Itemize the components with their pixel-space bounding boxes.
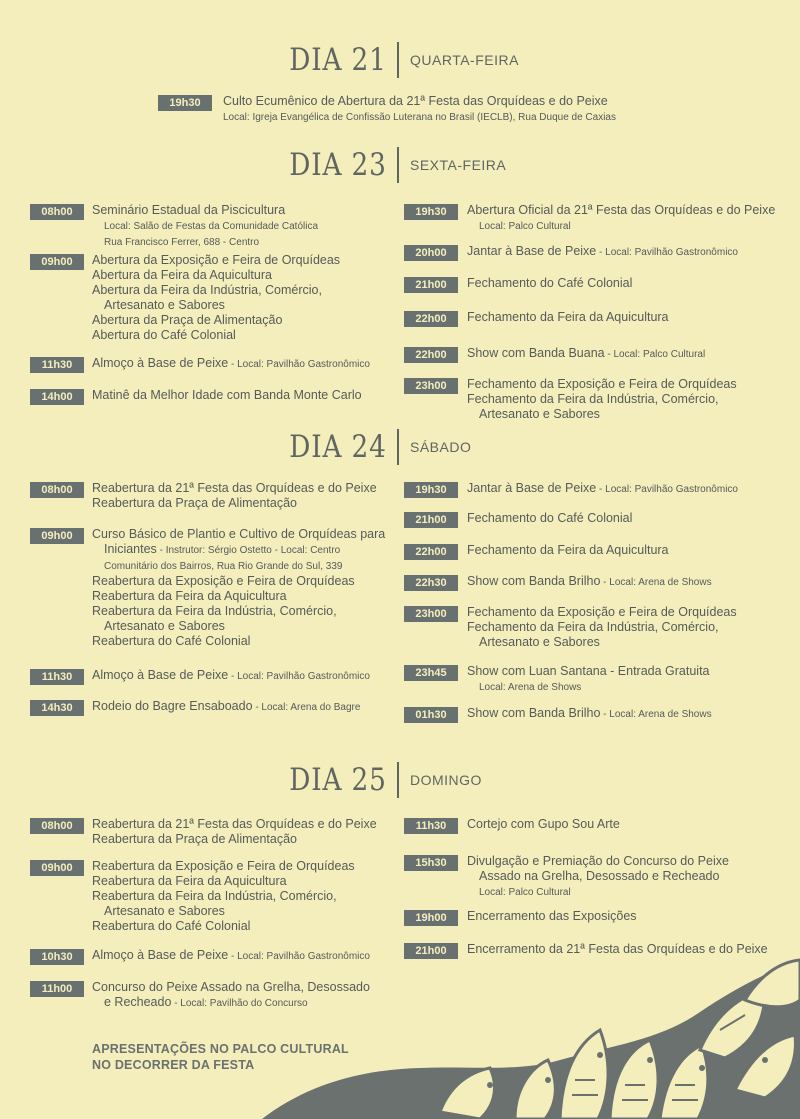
event-text: Matinê da Melhor Idade com Banda Monte Carlo [92,388,362,402]
event-text: Cortejo com Gupo Sou Arte [467,817,620,831]
event-text: Abertura Oficial da 21ª Festa das Orquídeas e do Peixe [467,203,776,217]
event-text: Reabertura da 21ª Festa das Orquídeas e do Peixe [92,817,377,831]
time-badge: 23h45 [404,665,458,681]
event-location: Local: Palco Cultural [479,221,571,232]
day-title: DIA 24 [289,429,387,465]
time-badge: 23h00 [404,378,458,394]
footer-line-1: APRESENTAÇÕES NO PALCO CULTURAL [92,1042,349,1056]
day-title: DIA 23 [289,147,387,183]
event-text: Abertura da Exposição e Feira de Orquídeas [92,253,341,267]
event-text: Almoço à Base de Peixe [92,668,229,682]
event-text: Abertura da Feira da Aquicultura [92,268,272,282]
event-text: Artesanato e Sabores [479,407,600,421]
footer-line-2: NO DECORRER DA FESTA [92,1058,255,1072]
event-text: Reabertura da Exposição e Feira de Orquídeas [92,574,355,588]
event-text: Almoço à Base de Peixe [92,356,229,370]
event-location: - Local: Pavilhão Gastronômico [228,359,370,370]
event-text: Fechamento da Feira da Aquicultura [467,543,669,557]
day-title: DIA 21 [289,42,387,78]
event-location: Rua Francisco Ferrer, 688 - Centro [104,237,260,248]
day-weekday: DOMINGO [410,772,482,788]
event-text: Fechamento da Feira da Aquicultura [467,310,669,324]
event-location: Local: Igreja Evangélica de Confissão Luterana no Brasil (IECLB), Rua Duque de Caxias [223,112,616,123]
event-text: Culto Ecumênico de Abertura da 21ª Festa das Orquídeas e do Peixe [223,94,608,108]
event-location: Comunitário dos Bairros, Rua Rio Grande do Sul, 339 [104,561,343,572]
time-badge: 01h30 [404,707,458,723]
time-badge: 11h00 [30,981,84,997]
event-text: Show com Banda Buana [467,346,605,360]
time-badge: 22h00 [404,311,458,327]
event-text: Reabertura da Praça de Alimentação [92,496,297,510]
time-badge: 11h30 [404,818,458,834]
time-badge: 14h00 [30,389,84,405]
time-badge: 19h30 [404,204,458,220]
time-badge: 11h30 [30,357,84,373]
time-badge: 21h00 [404,277,458,293]
event-text: Reabertura do Café Colonial [92,919,251,933]
event-text: Fechamento da Exposição e Feira de Orquídeas [467,605,737,619]
event-text: Reabertura da Praça de Alimentação [92,832,297,846]
time-badge: 08h00 [30,818,84,834]
event-location: - Local: Pavilhão Gastronômico [596,484,738,495]
time-badge: 19h00 [404,910,458,926]
event-text: Fechamento da Feira da Indústria, Comércio, [467,620,719,634]
event-text: Show com Banda Brilho [467,574,601,588]
event-location: Local: Salão de Festas da Comunidade Católica [104,221,319,232]
event-text: Abertura da Feira da Indústria, Comércio, [92,283,322,297]
time-badge: 08h00 [30,482,84,498]
time-badge: 09h00 [30,528,84,544]
event-text: Divulgação e Premiação do Concurso do Peixe [467,854,729,868]
event-text: Show com Banda Brilho [467,706,601,720]
time-badge: 11h30 [30,669,84,685]
event-text: Reabertura da Feira da Aquicultura [92,874,287,888]
event-location: - Instrutor: Sérgio Ostetto - Local: Centro [156,545,341,556]
event-location: - Local: Arena de Shows [600,577,712,588]
event-text: Show com Luan Santana - Entrada Gratuita [467,664,710,678]
event-text: Fechamento do Café Colonial [467,511,633,525]
time-badge: 14h30 [30,700,84,716]
time-badge: 22h00 [404,544,458,560]
event-text: e Recheado [104,995,172,1009]
event-location: - Local: Pavilhão Gastronômico [596,247,738,258]
event-text: Reabertura do Café Colonial [92,634,251,648]
day-title: DIA 25 [289,762,387,798]
event-text: Assado na Grelha, Desossado e Recheado [479,869,720,883]
time-badge: 09h00 [30,860,84,876]
time-badge: 19h30 [404,482,458,498]
event-text: Jantar à Base de Peixe [467,481,597,495]
event-text: Rodeio do Bagre Ensaboado [92,699,253,713]
event-text: Reabertura da Feira da Aquicultura [92,589,287,603]
event-text: Fechamento da Exposição e Feira de Orquídeas [467,377,737,391]
event-text: Concurso do Peixe Assado na Grelha, Desossado [92,980,370,994]
event-location: - Local: Arena do Bagre [252,702,361,713]
event-text: Fechamento do Café Colonial [467,276,633,290]
event-text: Encerramento da 21ª Festa das Orquídeas e do Peixe [467,942,768,956]
event-text: Curso Básico de Plantio e Cultivo de Orquídeas para [92,527,386,541]
time-badge: 23h00 [404,606,458,622]
day-weekday: QUARTA-FEIRA [410,52,519,68]
event-location: - Local: Arena de Shows [600,709,712,720]
event-text: Encerramento das Exposições [467,909,637,923]
event-text: Reabertura da 21ª Festa das Orquídeas e do Peixe [92,481,377,495]
event-text: Almoço à Base de Peixe [92,948,229,962]
time-badge: 21h00 [404,512,458,528]
event-text: Artesanato e Sabores [104,904,225,918]
time-badge: 22h00 [404,347,458,363]
event-text: Reabertura da Exposição e Feira de Orquídeas [92,859,355,873]
event-location: Local: Arena de Shows [479,682,582,693]
event-text: Artesanato e Sabores [104,298,225,312]
event-text: Seminário Estadual da Piscicultura [92,203,286,217]
event-text: Artesanato e Sabores [479,635,600,649]
event-location: - Local: Pavilhão do Concurso [171,998,308,1009]
event-text: Reabertura da Feira da Indústria, Comércio, [92,604,337,618]
event-text: Abertura da Praça de Alimentação [92,313,283,327]
day-weekday: SÁBADO [410,439,472,455]
event-text: Jantar à Base de Peixe [467,244,597,258]
time-badge: 20h00 [404,245,458,261]
event-location: - Local: Palco Cultural [604,349,706,360]
time-badge: 09h00 [30,254,84,270]
time-badge: 21h00 [404,943,458,959]
event-text: Abertura do Café Colonial [92,328,236,342]
time-badge: 19h30 [158,95,212,111]
event-text: Artesanato e Sabores [104,619,225,633]
event-text: Fechamento da Feira da Indústria, Comércio, [467,392,719,406]
time-badge: 22h30 [404,575,458,591]
time-badge: 10h30 [30,949,84,965]
day-weekday: SEXTA-FEIRA [410,157,507,173]
time-badge: 08h00 [30,204,84,220]
event-location: - Local: Pavilhão Gastronômico [228,671,370,682]
event-location: - Local: Pavilhão Gastronômico [228,951,370,962]
time-badge: 15h30 [404,855,458,871]
event-text: Iniciantes [104,542,157,556]
event-location: Local: Palco Cultural [479,887,571,898]
event-text: Reabertura da Feira da Indústria, Comércio, [92,889,337,903]
